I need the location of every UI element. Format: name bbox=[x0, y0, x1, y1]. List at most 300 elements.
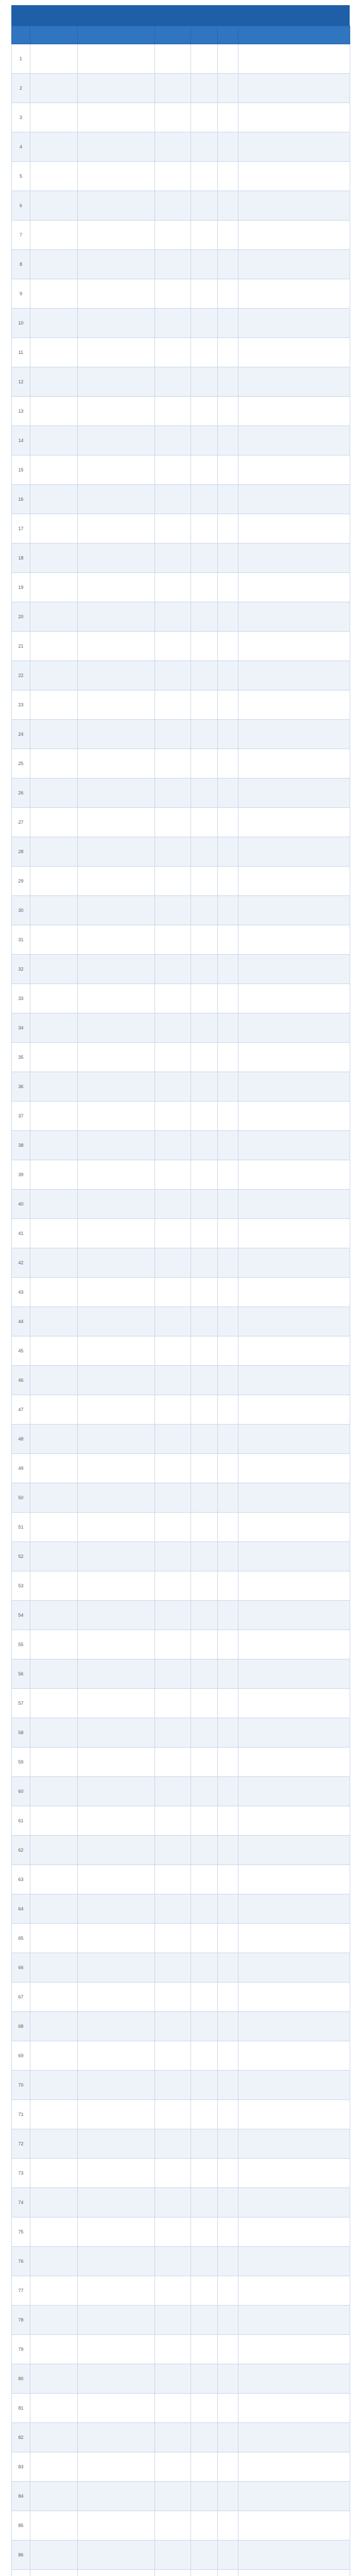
version-cell bbox=[191, 1336, 218, 1366]
issue-cell bbox=[238, 132, 350, 162]
issue-cell bbox=[238, 778, 350, 808]
table-row bbox=[12, 1571, 350, 1601]
store-cell bbox=[155, 397, 191, 426]
app-name-cell bbox=[30, 808, 78, 837]
table-row bbox=[12, 455, 350, 485]
version-cell bbox=[191, 1131, 218, 1160]
app-name-cell bbox=[30, 925, 78, 955]
extra-cell bbox=[218, 896, 238, 925]
developer-cell bbox=[78, 837, 155, 867]
index-cell: 8 bbox=[12, 250, 30, 279]
extra-cell bbox=[218, 1219, 238, 1248]
issue-cell bbox=[238, 925, 350, 955]
developer-cell bbox=[78, 191, 155, 221]
issue-cell bbox=[238, 514, 350, 544]
store-cell bbox=[155, 1836, 191, 1865]
table-row bbox=[12, 955, 350, 984]
developer-cell bbox=[78, 1953, 155, 1982]
developer-cell bbox=[78, 1160, 155, 1190]
developer-cell bbox=[78, 1278, 155, 1307]
app-name-cell bbox=[30, 103, 78, 132]
issue-cell bbox=[238, 690, 350, 720]
extra-cell bbox=[218, 1160, 238, 1190]
store-cell bbox=[155, 2452, 191, 2482]
issue-cell bbox=[238, 1043, 350, 1072]
developer-cell bbox=[78, 1601, 155, 1630]
index-cell: 37 bbox=[12, 1101, 30, 1131]
issue-cell bbox=[238, 984, 350, 1013]
extra-cell bbox=[218, 1513, 238, 1542]
app-name-cell bbox=[30, 74, 78, 103]
developer-cell bbox=[78, 1777, 155, 1806]
app-name-cell bbox=[30, 1865, 78, 1894]
extra-cell bbox=[218, 690, 238, 720]
store-cell bbox=[155, 2335, 191, 2364]
extra-cell bbox=[218, 2217, 238, 2247]
index-cell: 74 bbox=[12, 2188, 30, 2217]
app-name-cell bbox=[30, 162, 78, 191]
store-cell bbox=[155, 1248, 191, 1278]
table-row bbox=[12, 2423, 350, 2452]
issue-cell bbox=[238, 1101, 350, 1131]
extra-cell bbox=[218, 1953, 238, 1982]
column-header-extra bbox=[218, 26, 238, 44]
table-row bbox=[12, 250, 350, 279]
extra-cell bbox=[218, 2511, 238, 2540]
index-cell: 1 bbox=[12, 44, 30, 74]
store-cell bbox=[155, 1982, 191, 2012]
store-cell bbox=[155, 1630, 191, 1659]
table-row bbox=[12, 1336, 350, 1366]
extra-cell bbox=[218, 74, 238, 103]
developer-cell bbox=[78, 1924, 155, 1953]
developer-cell bbox=[78, 514, 155, 544]
index-cell: 25 bbox=[12, 749, 30, 778]
store-cell bbox=[155, 74, 191, 103]
version-cell bbox=[191, 573, 218, 602]
developer-cell bbox=[78, 1307, 155, 1336]
index-cell: 67 bbox=[12, 1982, 30, 2012]
app-name-cell bbox=[30, 426, 78, 455]
issue-cell bbox=[238, 2129, 350, 2159]
extra-cell bbox=[218, 2482, 238, 2511]
store-cell bbox=[155, 103, 191, 132]
developer-cell bbox=[78, 2041, 155, 2071]
version-cell bbox=[191, 74, 218, 103]
issue-cell bbox=[238, 1806, 350, 1836]
app-list-table bbox=[11, 26, 350, 2576]
store-cell bbox=[155, 1806, 191, 1836]
version-cell bbox=[191, 1924, 218, 1953]
store-cell bbox=[155, 1307, 191, 1336]
app-name-cell bbox=[30, 2306, 78, 2335]
extra-cell bbox=[218, 279, 238, 309]
issue-cell bbox=[238, 1894, 350, 1924]
column-header-store bbox=[155, 26, 191, 44]
version-cell bbox=[191, 867, 218, 896]
extra-cell bbox=[218, 544, 238, 573]
table-row bbox=[12, 1425, 350, 1454]
store-cell bbox=[155, 1894, 191, 1924]
issue-cell bbox=[238, 1072, 350, 1101]
app-name-cell bbox=[30, 1953, 78, 1982]
developer-cell bbox=[78, 2129, 155, 2159]
index-cell: 33 bbox=[12, 984, 30, 1013]
index-cell: 66 bbox=[12, 1953, 30, 1982]
index-cell: 60 bbox=[12, 1777, 30, 1806]
column-header-index bbox=[12, 26, 30, 44]
app-name-cell bbox=[30, 44, 78, 74]
app-name-cell bbox=[30, 1718, 78, 1748]
developer-cell bbox=[78, 1894, 155, 1924]
app-name-cell bbox=[30, 1894, 78, 1924]
issue-cell bbox=[238, 1630, 350, 1659]
table-header-row bbox=[12, 26, 350, 44]
app-name-cell bbox=[30, 1248, 78, 1278]
index-cell: 64 bbox=[12, 1894, 30, 1924]
developer-cell bbox=[78, 1483, 155, 1513]
index-cell: 57 bbox=[12, 1689, 30, 1718]
developer-cell bbox=[78, 2452, 155, 2482]
app-name-cell bbox=[30, 1307, 78, 1336]
version-cell bbox=[191, 1689, 218, 1718]
version-cell bbox=[191, 2364, 218, 2394]
table-row bbox=[12, 2100, 350, 2129]
table-row bbox=[12, 690, 350, 720]
app-name-cell bbox=[30, 2188, 78, 2217]
column-header-developer bbox=[78, 26, 155, 44]
index-cell: 54 bbox=[12, 1601, 30, 1630]
store-cell bbox=[155, 1513, 191, 1542]
version-cell bbox=[191, 1043, 218, 1072]
table-row bbox=[12, 1689, 350, 1718]
version-cell bbox=[191, 1160, 218, 1190]
issue-cell bbox=[238, 2276, 350, 2306]
app-name-cell bbox=[30, 1190, 78, 1219]
extra-cell bbox=[218, 1425, 238, 1454]
index-cell: 46 bbox=[12, 1366, 30, 1395]
developer-cell bbox=[78, 1072, 155, 1101]
store-cell bbox=[155, 250, 191, 279]
issue-cell bbox=[238, 1601, 350, 1630]
extra-cell bbox=[218, 2129, 238, 2159]
version-cell bbox=[191, 2217, 218, 2247]
issue-cell bbox=[238, 1219, 350, 1248]
index-cell: 48 bbox=[12, 1425, 30, 1454]
developer-cell bbox=[78, 1395, 155, 1425]
table-row bbox=[12, 661, 350, 690]
extra-cell bbox=[218, 2247, 238, 2276]
extra-cell bbox=[218, 2159, 238, 2188]
app-name-cell bbox=[30, 2482, 78, 2511]
app-name-cell bbox=[30, 309, 78, 338]
version-cell bbox=[191, 279, 218, 309]
index-cell: 27 bbox=[12, 808, 30, 837]
extra-cell bbox=[218, 191, 238, 221]
index-cell: 85 bbox=[12, 2511, 30, 2540]
app-name-cell bbox=[30, 367, 78, 397]
store-cell bbox=[155, 1659, 191, 1689]
table-row bbox=[12, 1601, 350, 1630]
app-name-cell bbox=[30, 485, 78, 514]
app-name-cell bbox=[30, 2217, 78, 2247]
extra-cell bbox=[218, 2012, 238, 2041]
developer-cell bbox=[78, 1336, 155, 1366]
version-cell bbox=[191, 955, 218, 984]
store-cell bbox=[155, 544, 191, 573]
extra-cell bbox=[218, 338, 238, 367]
table-row bbox=[12, 1190, 350, 1219]
table-row bbox=[12, 808, 350, 837]
table-row bbox=[12, 2247, 350, 2276]
version-cell bbox=[191, 1101, 218, 1131]
issue-cell bbox=[238, 1571, 350, 1601]
issue-cell bbox=[238, 955, 350, 984]
developer-cell bbox=[78, 44, 155, 74]
app-name-cell bbox=[30, 455, 78, 485]
extra-cell bbox=[218, 1718, 238, 1748]
version-cell bbox=[191, 2041, 218, 2071]
developer-cell bbox=[78, 690, 155, 720]
developer-cell bbox=[78, 1366, 155, 1395]
index-cell: 18 bbox=[12, 544, 30, 573]
store-cell bbox=[155, 661, 191, 690]
store-cell bbox=[155, 1718, 191, 1748]
table-row bbox=[12, 573, 350, 602]
developer-cell bbox=[78, 1043, 155, 1072]
store-cell bbox=[155, 1865, 191, 1894]
extra-cell bbox=[218, 514, 238, 544]
issue-cell bbox=[238, 1336, 350, 1366]
version-cell bbox=[191, 1513, 218, 1542]
issue-cell bbox=[238, 1924, 350, 1953]
table-row bbox=[12, 485, 350, 514]
store-cell bbox=[155, 867, 191, 896]
store-cell bbox=[155, 132, 191, 162]
table-row bbox=[12, 632, 350, 661]
issue-cell bbox=[238, 2540, 350, 2570]
app-name-cell bbox=[30, 1160, 78, 1190]
table-row bbox=[12, 103, 350, 132]
app-name-cell bbox=[30, 778, 78, 808]
developer-cell bbox=[78, 2100, 155, 2129]
app-name-cell bbox=[30, 1924, 78, 1953]
store-cell bbox=[155, 632, 191, 661]
issue-cell bbox=[238, 1013, 350, 1043]
app-name-cell bbox=[30, 191, 78, 221]
app-name-cell bbox=[30, 2247, 78, 2276]
issue-cell bbox=[238, 426, 350, 455]
store-cell bbox=[155, 778, 191, 808]
issue-cell bbox=[238, 1748, 350, 1777]
developer-cell bbox=[78, 426, 155, 455]
store-cell bbox=[155, 1131, 191, 1160]
version-cell bbox=[191, 1013, 218, 1043]
extra-cell bbox=[218, 250, 238, 279]
table-row bbox=[12, 2071, 350, 2100]
store-cell bbox=[155, 2247, 191, 2276]
table-row bbox=[12, 2511, 350, 2540]
index-cell: 50 bbox=[12, 1483, 30, 1513]
app-name-cell bbox=[30, 1601, 78, 1630]
store-cell bbox=[155, 573, 191, 602]
table-row bbox=[12, 896, 350, 925]
version-cell bbox=[191, 309, 218, 338]
developer-cell bbox=[78, 485, 155, 514]
version-cell bbox=[191, 426, 218, 455]
app-name-cell bbox=[30, 2452, 78, 2482]
version-cell bbox=[191, 455, 218, 485]
app-name-cell bbox=[30, 397, 78, 426]
extra-cell bbox=[218, 2306, 238, 2335]
version-cell bbox=[191, 1366, 218, 1395]
developer-cell bbox=[78, 1630, 155, 1659]
issue-cell bbox=[238, 2071, 350, 2100]
developer-cell bbox=[78, 397, 155, 426]
extra-cell bbox=[218, 103, 238, 132]
version-cell bbox=[191, 1454, 218, 1483]
table-row bbox=[12, 2306, 350, 2335]
issue-cell bbox=[238, 162, 350, 191]
app-name-cell bbox=[30, 661, 78, 690]
developer-cell bbox=[78, 867, 155, 896]
index-cell: 65 bbox=[12, 1924, 30, 1953]
table-row bbox=[12, 2540, 350, 2570]
extra-cell bbox=[218, 367, 238, 397]
developer-cell bbox=[78, 279, 155, 309]
developer-cell bbox=[78, 1013, 155, 1043]
version-cell bbox=[191, 2452, 218, 2482]
app-name-cell bbox=[30, 1131, 78, 1160]
extra-cell bbox=[218, 1336, 238, 1366]
app-name-cell bbox=[30, 1101, 78, 1131]
table-row bbox=[12, 279, 350, 309]
version-cell bbox=[191, 778, 218, 808]
index-cell: 70 bbox=[12, 2071, 30, 2100]
table-row bbox=[12, 1483, 350, 1513]
index-cell: 11 bbox=[12, 338, 30, 367]
developer-cell bbox=[78, 2012, 155, 2041]
developer-cell bbox=[78, 1542, 155, 1571]
index-cell: 45 bbox=[12, 1336, 30, 1366]
table-row bbox=[12, 514, 350, 544]
version-cell bbox=[191, 661, 218, 690]
index-cell: 51 bbox=[12, 1513, 30, 1542]
index-cell: 36 bbox=[12, 1072, 30, 1101]
table-row bbox=[12, 1248, 350, 1278]
developer-cell bbox=[78, 1190, 155, 1219]
version-cell bbox=[191, 132, 218, 162]
app-name-cell bbox=[30, 2071, 78, 2100]
index-cell: 20 bbox=[12, 602, 30, 632]
developer-cell bbox=[78, 749, 155, 778]
issue-cell bbox=[238, 1483, 350, 1513]
store-cell bbox=[155, 2188, 191, 2217]
index-cell: 29 bbox=[12, 867, 30, 896]
issue-cell bbox=[238, 749, 350, 778]
developer-cell bbox=[78, 955, 155, 984]
extra-cell bbox=[218, 162, 238, 191]
developer-cell bbox=[78, 1454, 155, 1483]
extra-cell bbox=[218, 1894, 238, 1924]
developer-cell bbox=[78, 2247, 155, 2276]
table-row bbox=[12, 1513, 350, 1542]
extra-cell bbox=[218, 426, 238, 455]
table-row bbox=[12, 1894, 350, 1924]
store-cell bbox=[155, 925, 191, 955]
issue-cell bbox=[238, 1131, 350, 1160]
index-cell: 10 bbox=[12, 309, 30, 338]
extra-cell bbox=[218, 455, 238, 485]
table-row bbox=[12, 1836, 350, 1865]
issue-cell bbox=[238, 1160, 350, 1190]
version-cell bbox=[191, 397, 218, 426]
issue-cell bbox=[238, 338, 350, 367]
index-cell: 21 bbox=[12, 632, 30, 661]
store-cell bbox=[155, 1101, 191, 1131]
issue-cell bbox=[238, 1366, 350, 1395]
extra-cell bbox=[218, 984, 238, 1013]
version-cell bbox=[191, 808, 218, 837]
table-row bbox=[12, 2570, 350, 2576]
index-cell: 2 bbox=[12, 74, 30, 103]
issue-cell bbox=[238, 2482, 350, 2511]
store-cell bbox=[155, 1043, 191, 1072]
store-cell bbox=[155, 367, 191, 397]
version-cell bbox=[191, 749, 218, 778]
index-cell: 4 bbox=[12, 132, 30, 162]
app-name-cell bbox=[30, 837, 78, 867]
store-cell bbox=[155, 1160, 191, 1190]
app-name-cell bbox=[30, 2364, 78, 2394]
extra-cell bbox=[218, 2540, 238, 2570]
version-cell bbox=[191, 632, 218, 661]
issue-cell bbox=[238, 837, 350, 867]
index-cell: 17 bbox=[12, 514, 30, 544]
issue-cell bbox=[238, 661, 350, 690]
extra-cell bbox=[218, 1748, 238, 1777]
issue-cell bbox=[238, 103, 350, 132]
extra-cell bbox=[218, 602, 238, 632]
table-row bbox=[12, 1219, 350, 1248]
store-cell bbox=[155, 2570, 191, 2576]
version-cell bbox=[191, 1601, 218, 1630]
index-cell: 59 bbox=[12, 1748, 30, 1777]
index-cell: 79 bbox=[12, 2335, 30, 2364]
issue-cell bbox=[238, 455, 350, 485]
store-cell bbox=[155, 514, 191, 544]
issue-cell bbox=[238, 2511, 350, 2540]
app-name-cell bbox=[30, 1777, 78, 1806]
column-header-version bbox=[191, 26, 218, 44]
table-row bbox=[12, 44, 350, 74]
issue-cell bbox=[238, 1836, 350, 1865]
index-cell: 77 bbox=[12, 2276, 30, 2306]
developer-cell bbox=[78, 2570, 155, 2576]
version-cell bbox=[191, 103, 218, 132]
table-row bbox=[12, 1278, 350, 1307]
index-cell: 58 bbox=[12, 1718, 30, 1748]
store-cell bbox=[155, 2159, 191, 2188]
extra-cell bbox=[218, 1307, 238, 1336]
extra-cell bbox=[218, 1659, 238, 1689]
issue-cell bbox=[238, 2041, 350, 2071]
version-cell bbox=[191, 2570, 218, 2576]
developer-cell bbox=[78, 984, 155, 1013]
table-row bbox=[12, 1160, 350, 1190]
developer-cell bbox=[78, 573, 155, 602]
extra-cell bbox=[218, 1278, 238, 1307]
